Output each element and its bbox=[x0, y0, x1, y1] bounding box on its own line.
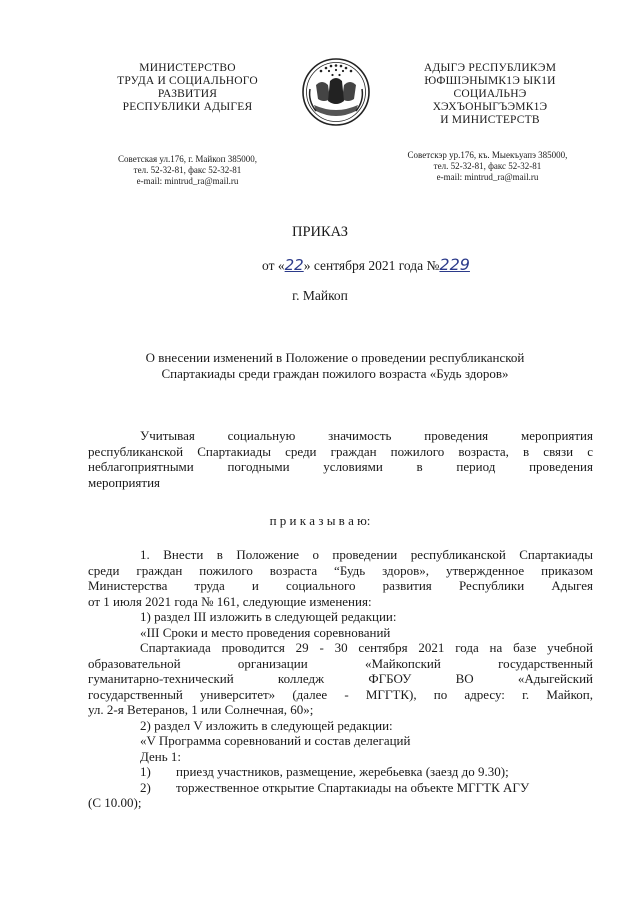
date-number-line bbox=[262, 255, 470, 274]
list-item bbox=[88, 780, 593, 796]
preamble-line: мероприятия bbox=[88, 474, 161, 490]
body-line: гуманитарно-технический колледж ФГБОУ ВО «Адыгейский bbox=[88, 671, 593, 686]
handwritten-order-number: 229 bbox=[439, 255, 470, 274]
address-line: тел. 52-32-81, факс 52-32-81 bbox=[133, 165, 242, 175]
ministry-line: ХЭХЪОНЫГЪЭМК1Э bbox=[432, 101, 548, 113]
body-line: (С 10.00); bbox=[88, 795, 142, 810]
list-item-number: 1) bbox=[140, 764, 151, 779]
body-line: «III Сроки и место проведения соревнований bbox=[140, 624, 391, 640]
address-line: Советскэр ур.176, къ. Мыекъуапэ 385000, bbox=[407, 150, 568, 160]
body-line: День 1: bbox=[140, 748, 182, 764]
handwritten-day: 22 bbox=[284, 256, 304, 274]
body-line: «V Программа соревнований и состав делегаций bbox=[140, 733, 411, 748]
body-line: 1. Внести в Положение о проведении республиканской Спартакиады bbox=[140, 547, 593, 562]
document-title: ПРИКАЗ bbox=[291, 224, 349, 240]
preamble bbox=[88, 428, 593, 490]
order-word: п р и к а з ы в а ю: bbox=[269, 513, 371, 528]
date-middle: » сентября 2021 года № bbox=[303, 258, 440, 273]
list-item bbox=[88, 764, 593, 780]
body-line: Министерства труда и социального развития Республики Адыгея bbox=[88, 578, 593, 593]
list-item-text: торжественное открытие Спартакиады на объекте МГГТК АГУ bbox=[176, 779, 530, 795]
body-line: образовательной организации «Майкопский государственный bbox=[88, 655, 593, 671]
city-label: г. Майкоп bbox=[292, 288, 348, 303]
address-line: Советская ул.176, г. Майкоп 385000, bbox=[118, 154, 257, 164]
address-line: e-mail: mintrud_ra@mail.ru bbox=[136, 176, 239, 186]
ministry-line: ТРУДА И СОЦИАЛЬНОГО bbox=[117, 75, 258, 87]
ministry-name-ru bbox=[95, 62, 280, 114]
body-line: государственный университет» (далее - МГГТК), по адресу: г. Майкоп, bbox=[88, 686, 593, 702]
ministry-line: АДЫГЭ РЕСПУБЛИКЭМ bbox=[423, 62, 557, 74]
date-prefix: от « bbox=[262, 258, 285, 273]
ministry-line: РАЗВИТИЯ bbox=[157, 88, 218, 100]
preamble-line: республиканской Спартакиады среди граждан пожилого возраста, в связи с bbox=[88, 443, 593, 459]
body-line: среди граждан пожилого возраста “Будь здоров», утвержденное приказом bbox=[88, 562, 593, 578]
list-item-number: 2) bbox=[140, 779, 151, 795]
address-line: тел. 52-32-81, факс 52-32-81 bbox=[433, 161, 542, 171]
preamble-line: Учитывая социальную значимость проведения мероприятия bbox=[140, 428, 593, 443]
ministry-line: ЮФШIЭНЫМК1Э ЫК1И bbox=[424, 75, 556, 87]
address-block-adyghe bbox=[385, 150, 590, 183]
order-subject bbox=[80, 350, 590, 381]
body-line: от 1 июля 2021 года № 161, следующие изменения: bbox=[88, 593, 372, 609]
body-line: Спартакиада проводится 29 - 30 сентября 2021 года на базе учебной bbox=[140, 640, 593, 655]
body-line: 1) раздел III изложить в следующей редакции: bbox=[140, 609, 397, 624]
coat-of-arms-emblem bbox=[294, 55, 378, 129]
ministry-line: МИНИСТЕРСТВО bbox=[139, 62, 236, 74]
list-item-text: приезд участников, размещение, жеребьевка (заезд до 9.30); bbox=[176, 764, 509, 779]
body-line: ул. 2-я Ветеранов, 1 или Солнечная, 60»; bbox=[88, 702, 314, 717]
preamble-line: неблагоприятными погодными условиями в период проведения bbox=[88, 459, 593, 474]
address-block-ru bbox=[90, 154, 285, 187]
body-line: 2) раздел V изложить в следующей редакции: bbox=[140, 717, 393, 733]
ministry-line: СОЦИАЛЬНЭ bbox=[453, 88, 527, 100]
address-line: e-mail: mintrud_ra@mail.ru bbox=[436, 172, 539, 182]
order-body bbox=[88, 547, 593, 811]
ministry-name-adyghe bbox=[400, 62, 580, 127]
ministry-line: РЕСПУБЛИКИ АДЫГЕЯ bbox=[122, 101, 253, 113]
subject-line: Спартакиады среди граждан пожилого возраста «Будь здоров» bbox=[161, 365, 509, 381]
ministry-line: И МИНИСТЕРСТВ bbox=[440, 114, 540, 126]
subject-line: О внесении изменений в Положение о проведении республиканской bbox=[145, 350, 525, 365]
